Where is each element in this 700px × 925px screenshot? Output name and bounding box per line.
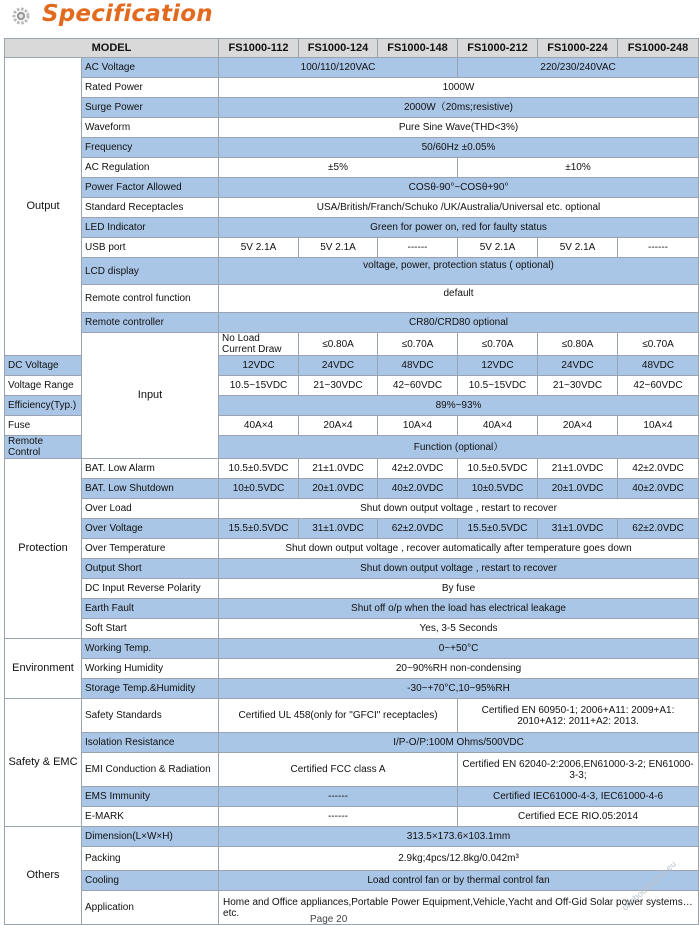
cell-value: Green for power on, red for faulty status bbox=[219, 218, 699, 238]
cell-value: default bbox=[219, 285, 699, 313]
cell-value: 5V 2.1A bbox=[538, 238, 618, 258]
cell-value: ±5% bbox=[219, 158, 458, 178]
cell-value: 10.5±0.5VDC bbox=[458, 459, 538, 479]
table-row bbox=[5, 479, 699, 499]
cell-value: 20~90%RH non-condensing bbox=[219, 659, 699, 679]
cell-value: ≤0.70A bbox=[618, 333, 699, 356]
cell-value: 220/230/240VAC bbox=[458, 58, 699, 78]
table-row bbox=[5, 599, 699, 619]
cell-value: 40A×4 bbox=[458, 416, 538, 436]
cell-value: ≤0.80A bbox=[299, 333, 378, 356]
group-label-safety: Safety & EMC bbox=[5, 699, 82, 827]
row-label: Earth Fault bbox=[82, 599, 219, 619]
model-name: FS1000-124 bbox=[299, 39, 378, 58]
table-row bbox=[5, 238, 699, 258]
page-footer: Page 20 bbox=[310, 914, 348, 925]
cell-value: 40A×4 bbox=[219, 416, 299, 436]
cell-value: ------ bbox=[378, 238, 458, 258]
cell-value: 62±2.0VDC bbox=[378, 519, 458, 539]
cell-value: 15.5±0.5VDC bbox=[219, 519, 299, 539]
cell-value: 10.5±0.5VDC bbox=[219, 459, 299, 479]
row-label: Application bbox=[82, 891, 219, 925]
row-label: DC Voltage bbox=[5, 356, 82, 376]
cell-value: Pure Sine Wave(THD<3%) bbox=[219, 118, 699, 138]
table-row bbox=[5, 579, 699, 599]
model-name: FS1000-248 bbox=[618, 39, 699, 58]
cell-value: ------ bbox=[219, 807, 458, 827]
row-label: Isolation Resistance bbox=[82, 733, 219, 753]
cell-value: Yes, 3-5 Seconds bbox=[219, 619, 699, 639]
row-label: Over Voltage bbox=[82, 519, 219, 539]
gear-icon bbox=[10, 5, 32, 27]
cell-value: 10.5~15VDC bbox=[458, 376, 538, 396]
cell-value: 21~30VDC bbox=[299, 376, 378, 396]
cell-value: Certified UL 458(only for "GFCI" receptacles) bbox=[219, 699, 458, 733]
table-row bbox=[5, 333, 699, 356]
row-label: EMI Conduction & Radiation bbox=[82, 753, 219, 787]
table-row bbox=[5, 198, 699, 218]
row-label: Storage Temp.&Humidity bbox=[82, 679, 219, 699]
row-label: Surge Power bbox=[82, 98, 219, 118]
cell-value: 5V 2.1A bbox=[299, 238, 378, 258]
cell-value: 31±1.0VDC bbox=[538, 519, 618, 539]
row-label: BAT. Low Shutdown bbox=[82, 479, 219, 499]
cell-value: ------ bbox=[618, 238, 699, 258]
cell-value: 24VDC bbox=[299, 356, 378, 376]
cell-value: 20±1.0VDC bbox=[299, 479, 378, 499]
cell-value: Load control fan or by thermal control fan bbox=[219, 871, 699, 891]
row-label: Soft Start bbox=[82, 619, 219, 639]
cell-value: Shut down output voltage , restart to recover bbox=[219, 499, 699, 519]
cell-value: 20±1.0VDC bbox=[538, 479, 618, 499]
cell-value: -30~+70°C,10~95%RH bbox=[219, 679, 699, 699]
table-row bbox=[5, 847, 699, 871]
cell-value: 42±2.0VDC bbox=[378, 459, 458, 479]
cell-value: ±10% bbox=[458, 158, 699, 178]
model-name: FS1000-224 bbox=[538, 39, 618, 58]
cell-value: Certified ECE RIO.05:2014 bbox=[458, 807, 699, 827]
cell-value: 42~60VDC bbox=[378, 376, 458, 396]
table-row bbox=[5, 58, 699, 78]
row-label: Working Humidity bbox=[82, 659, 219, 679]
cell-value: 40±2.0VDC bbox=[378, 479, 458, 499]
table-row bbox=[5, 285, 699, 313]
model-name: FS1000-148 bbox=[378, 39, 458, 58]
cell-value: 12VDC bbox=[458, 356, 538, 376]
row-label: Frequency bbox=[82, 138, 219, 158]
cell-value: COSθ-90°~COSθ+90° bbox=[219, 178, 699, 198]
table-row bbox=[5, 499, 699, 519]
table-row bbox=[5, 891, 699, 925]
cell-value: 10±0.5VDC bbox=[458, 479, 538, 499]
table-row bbox=[5, 519, 699, 539]
cell-value: Home and Office appliances,Portable Power Equipment,Vehicle,Yacht and Off-Gid Solar power systems…etc. bbox=[219, 891, 699, 925]
row-label: Waveform bbox=[82, 118, 219, 138]
row-label: Output Short bbox=[82, 559, 219, 579]
table-row bbox=[5, 733, 699, 753]
row-label: Remote control function bbox=[82, 285, 219, 313]
table-row bbox=[5, 158, 699, 178]
table-row bbox=[5, 218, 699, 238]
cell-value: ≤0.80A bbox=[538, 333, 618, 356]
table-row bbox=[5, 639, 699, 659]
cell-value: Shut off o/p when the load has electrical leakage bbox=[219, 599, 699, 619]
table-row bbox=[5, 138, 699, 158]
cell-value: ------ bbox=[219, 787, 458, 807]
row-label: Packing bbox=[82, 847, 219, 871]
cell-value: Certified EN 60950-1; 2006+A11: 2009+A1: 2010+A12: 2011+A2: 2013. bbox=[458, 699, 699, 733]
cell-value: Shut down output voltage , recover automatically after temperature goes down bbox=[219, 539, 699, 559]
table-row bbox=[5, 871, 699, 891]
row-label: DC Input Reverse Polarity bbox=[82, 579, 219, 599]
cell-value: 89%~93% bbox=[219, 396, 699, 416]
row-label: USB port bbox=[82, 238, 219, 258]
group-label-output: Output bbox=[5, 58, 82, 356]
table-row bbox=[5, 559, 699, 579]
table-row bbox=[5, 539, 699, 559]
row-label: Voltage Range bbox=[5, 376, 82, 396]
cell-value: 5V 2.1A bbox=[458, 238, 538, 258]
row-label: Fuse bbox=[5, 416, 82, 436]
row-label: Cooling bbox=[82, 871, 219, 891]
cell-value: 24VDC bbox=[538, 356, 618, 376]
page-title: Specification bbox=[42, 1, 213, 27]
row-label: LCD display bbox=[82, 258, 219, 285]
cell-value: 31±1.0VDC bbox=[299, 519, 378, 539]
row-label: Working Temp. bbox=[82, 639, 219, 659]
title-bar bbox=[6, 0, 696, 34]
cell-value: 15.5±0.5VDC bbox=[458, 519, 538, 539]
row-label: Remote controller bbox=[82, 313, 219, 333]
watermark: obchodelektro.eu bbox=[620, 858, 679, 913]
cell-value: I/P-O/P:100M Ohms/500VDC bbox=[219, 733, 699, 753]
table-row bbox=[5, 753, 699, 787]
cell-value: 21±1.0VDC bbox=[538, 459, 618, 479]
cell-value: 100/110/120VAC bbox=[219, 58, 458, 78]
cell-value: voltage, power, protection status ( optional) bbox=[219, 258, 699, 285]
table-row bbox=[5, 98, 699, 118]
row-label: AC Regulation bbox=[82, 158, 219, 178]
row-label: Standard Receptacles bbox=[82, 198, 219, 218]
row-label: EMS Immunity bbox=[82, 787, 219, 807]
cell-value: 20A×4 bbox=[299, 416, 378, 436]
cell-value: 12VDC bbox=[219, 356, 299, 376]
cell-value: 2.9kg;4pcs/12.8kg/0.042m³ bbox=[219, 847, 699, 871]
cell-value: 62±2.0VDC bbox=[618, 519, 699, 539]
cell-value: 40±2.0VDC bbox=[618, 479, 699, 499]
row-label: Efficiency(Typ.) bbox=[5, 396, 82, 416]
row-label: No Load Current Draw bbox=[219, 333, 299, 356]
cell-value: 42±2.0VDC bbox=[618, 459, 699, 479]
group-label-others: Others bbox=[5, 827, 82, 925]
spec-table bbox=[4, 38, 699, 925]
cell-value: USA/British/Franch/Schuko /UK/Australia/Universal etc. optional bbox=[219, 198, 699, 218]
cell-value: ≤0.70A bbox=[458, 333, 538, 356]
table-row bbox=[5, 699, 699, 733]
cell-value: Certified EN 62040-2:2006,EN61000-3-2; EN61000-3-3; bbox=[458, 753, 699, 787]
cell-value: By fuse bbox=[219, 579, 699, 599]
group-label-input: Input bbox=[82, 333, 219, 459]
row-label: LED Indicator bbox=[82, 218, 219, 238]
cell-value: 10.5~15VDC bbox=[219, 376, 299, 396]
row-label: Rated Power bbox=[82, 78, 219, 98]
table-row bbox=[5, 178, 699, 198]
table-row bbox=[5, 258, 699, 285]
cell-value: Shut down output voltage , restart to recover bbox=[219, 559, 699, 579]
table-row bbox=[5, 78, 699, 98]
group-label-protection: Protection bbox=[5, 459, 82, 639]
cell-value: 10±0.5VDC bbox=[219, 479, 299, 499]
cell-value: CR80/CRD80 optional bbox=[219, 313, 699, 333]
cell-value: 50/60Hz ±0.05% bbox=[219, 138, 699, 158]
cell-value: Certified IEC61000-4-3, IEC61000-4-6 bbox=[458, 787, 699, 807]
cell-value: 5V 2.1A bbox=[219, 238, 299, 258]
table-row bbox=[5, 619, 699, 639]
table-row bbox=[5, 118, 699, 138]
model-name: FS1000-212 bbox=[458, 39, 538, 58]
row-label: E-MARK bbox=[82, 807, 219, 827]
group-label-environment: Environment bbox=[5, 639, 82, 699]
cell-value: 20A×4 bbox=[538, 416, 618, 436]
table-row bbox=[5, 787, 699, 807]
cell-value: 0~+50°C bbox=[219, 639, 699, 659]
cell-value: 48VDC bbox=[618, 356, 699, 376]
model-name: FS1000-112 bbox=[219, 39, 299, 58]
model-label: MODEL bbox=[5, 39, 219, 58]
cell-value: 2000W（20ms;resistive) bbox=[219, 98, 699, 118]
cell-value: Function (optional） bbox=[219, 436, 699, 459]
row-label: AC Voltage bbox=[82, 58, 219, 78]
table-row bbox=[5, 807, 699, 827]
row-label: Safety Standards bbox=[82, 699, 219, 733]
row-label: Over Temperature bbox=[82, 539, 219, 559]
row-label: Dimension(L×W×H) bbox=[82, 827, 219, 847]
table-row bbox=[5, 313, 699, 333]
cell-value: 21~30VDC bbox=[538, 376, 618, 396]
header-row bbox=[5, 39, 699, 58]
cell-value: ≤0.70A bbox=[378, 333, 458, 356]
row-label: Remote Control bbox=[5, 436, 82, 459]
cell-value: 10A×4 bbox=[378, 416, 458, 436]
table-row bbox=[5, 659, 699, 679]
cell-value: 48VDC bbox=[378, 356, 458, 376]
cell-value: Certified FCC class A bbox=[219, 753, 458, 787]
table-row bbox=[5, 827, 699, 847]
cell-value: 313.5×173.6×103.1mm bbox=[219, 827, 699, 847]
cell-value: 1000W bbox=[219, 78, 699, 98]
cell-value: 10A×4 bbox=[618, 416, 699, 436]
row-label: BAT. Low Alarm bbox=[82, 459, 219, 479]
cell-value: 21±1.0VDC bbox=[299, 459, 378, 479]
table-row bbox=[5, 679, 699, 699]
row-label: Over Load bbox=[82, 499, 219, 519]
table-row bbox=[5, 459, 699, 479]
cell-value: 42~60VDC bbox=[618, 376, 699, 396]
row-label: Power Factor Allowed bbox=[82, 178, 219, 198]
